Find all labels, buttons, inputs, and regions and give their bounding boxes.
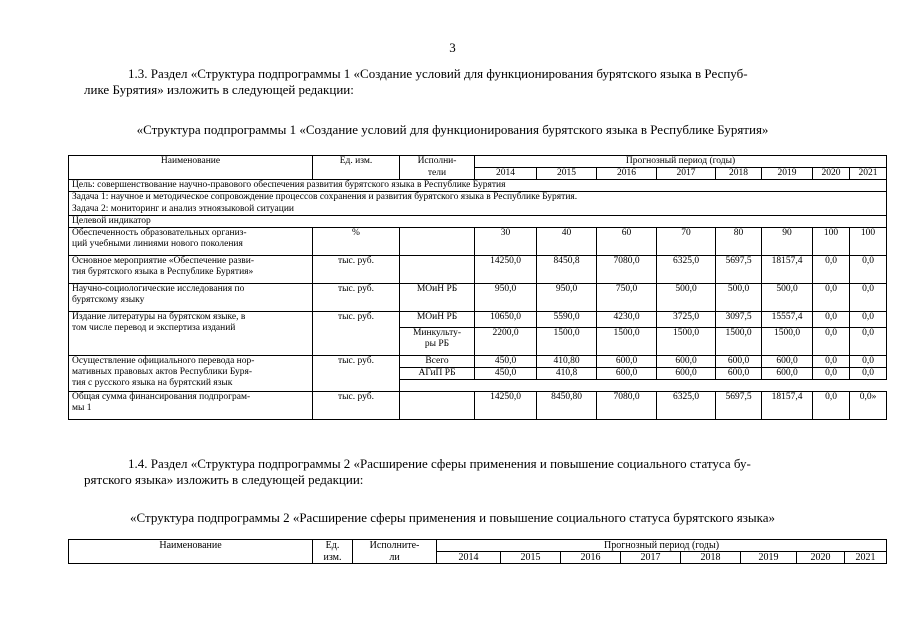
year-2015: 2015 [537,168,597,180]
year-2018: 2018 [716,168,762,180]
header-period: Прогнозный период (годы) [437,540,887,552]
value-2018: 80 [716,228,762,256]
year-2017: 2017 [621,552,681,564]
section-1-4-text [84,456,860,488]
value-2020: 0,0 [813,256,850,284]
header-exec-2: тели [400,168,475,180]
value-2014: 14250,0 [475,392,537,420]
value-2014: 30 [475,228,537,256]
section-1-3-line-2: лике Бурятия» изложить в следующей редакции: [84,82,354,97]
table-row [69,312,887,328]
table-row [69,256,887,284]
section-1-4-line-1: 1.4. Раздел «Структура подпрограммы 2 «Расширение сферы применения и повышение социального статуса бу- [128,456,751,471]
table-row [69,284,887,312]
indicator-label: Целевой индикатор [69,216,887,228]
value-2015: 8450,80 [537,392,597,420]
value-2016: 1500,0 [597,328,657,356]
value-2020: 0,0 [813,328,850,356]
value-2014: 10650,0 [475,312,537,328]
row-unit: тыс. руб. [313,256,400,284]
value-2017: 70 [657,228,716,256]
value-2021: 0,0 [850,328,887,356]
year-2020: 2020 [813,168,850,180]
header-unit-2: изм. [313,552,353,564]
header-exec-2: ли [353,552,437,564]
year-2016: 2016 [597,168,657,180]
task-1-row [69,192,887,204]
year-2021: 2021 [850,168,887,180]
subprogram-2-heading: «Структура подпрограммы 2 «Расширение сферы применения и повышение социального статуса бурятского языка» [130,510,775,525]
value-2016: 7080,0 [597,256,657,284]
value-2021: 100 [850,228,887,256]
value-2020: 0,0 [813,368,850,380]
row-unit: % [313,228,400,256]
row-exec: Всего [400,356,475,368]
page-number: 3 [449,40,456,55]
row-exec: МОиН РБ [400,312,475,328]
header-unit-1: Ед. [313,540,353,552]
header-exec-1: Исполни- [400,156,475,168]
value-2017: 6325,0 [657,256,716,284]
row-name-line-1: Общая сумма финансирования подпрограм- [72,392,251,402]
value-2021: 0,0» [850,392,887,420]
task-2-text: Задача 2: мониторинг и анализ этноязыковой ситуации [69,204,887,216]
value-2015: 5590,0 [537,312,597,328]
value-2014: 450,0 [475,356,537,368]
row-exec [400,228,475,256]
year-2018: 2018 [681,552,741,564]
year-2014: 2014 [437,552,501,564]
header-name: Наименование [69,156,313,180]
value-2016: 7080,0 [597,392,657,420]
value-2015: 8450,8 [537,256,597,284]
row-name-line-2: мативных правовых актов Республики Буря- [72,367,253,377]
goal-text: Цель: совершенствование научно-правового обеспечения развития бурятского языка в Республике Бурятия [69,180,887,192]
value-2019: 90 [762,228,813,256]
row-name [69,284,313,312]
value-2019: 18157,4 [762,392,813,420]
task-2-row [69,204,887,216]
row-name [69,228,313,256]
year-2019: 2019 [741,552,797,564]
value-2017: 1500,0 [657,328,716,356]
year-2016: 2016 [561,552,621,564]
value-2014: 950,0 [475,284,537,312]
row-name-line-2: мы 1 [72,403,92,413]
header-row-1 [69,540,887,552]
row-unit: тыс. руб. [313,284,400,312]
row-name-line-2: тия бурятского языка в Республике Бурятия» [72,267,254,277]
row-name-line-1: Основное мероприятие «Обеспечение разви- [72,256,255,266]
value-2019: 18157,4 [762,256,813,284]
value-2019: 600,0 [762,368,813,380]
value-2018: 5697,5 [716,256,762,284]
section-1-3-text [84,66,860,98]
value-2019: 500,0 [762,284,813,312]
row-name [69,356,313,392]
row-name-line-2: ций учебными линиями нового поколения [72,239,243,249]
value-2021: 0,0 [850,356,887,368]
year-2021: 2021 [845,552,887,564]
header-unit: Ед. изм. [313,156,400,180]
value-2015: 1500,0 [537,328,597,356]
subprogram-1-table [68,155,887,420]
value-2020: 0,0 [813,312,850,328]
row-exec [400,392,475,420]
value-2018: 1500,0 [716,328,762,356]
value-2018: 500,0 [716,284,762,312]
total-row [69,392,887,420]
row-name-line-1: Осуществление официального перевода нор- [72,356,255,366]
row-exec [400,328,475,356]
value-2017: 500,0 [657,284,716,312]
header-exec-1: Исполните- [353,540,437,552]
value-2018: 600,0 [716,368,762,380]
value-2021: 0,0 [850,284,887,312]
header-name: Наименование [69,540,313,564]
value-2020: 0,0 [813,392,850,420]
header-period: Прогнозный период (годы) [475,156,887,168]
year-2019: 2019 [762,168,813,180]
value-2016: 4230,0 [597,312,657,328]
section-1-4-line-2: рятского языка» изложить в следующей редакции: [84,472,364,487]
indicator-label-row [69,216,887,228]
subprogram-1-heading: «Структура подпрограммы 1 «Создание условий для функционирования бурятского языка в Республике Бурятия» [136,122,769,137]
value-2017: 600,0 [657,356,716,368]
value-2019: 1500,0 [762,328,813,356]
row-unit: тыс. руб. [313,356,400,392]
value-2016: 600,0 [597,356,657,368]
row-name-line-2: том числе перевод и экспертиза изданий [72,323,236,333]
table-row [69,228,887,256]
value-2014: 2200,0 [475,328,537,356]
row-name-line-1: Научно-социологические исследования по [72,284,245,294]
value-2015: 410,80 [537,356,597,368]
value-2021: 0,0 [850,312,887,328]
table-row [69,356,887,368]
year-2014: 2014 [475,168,537,180]
row-exec: АГиП РБ [400,368,475,380]
value-2017: 3725,0 [657,312,716,328]
value-2015: 950,0 [537,284,597,312]
row-exec: МОиН РБ [400,284,475,312]
value-2015: 40 [537,228,597,256]
value-2016: 60 [597,228,657,256]
row-unit: тыс. руб. [313,312,400,356]
value-2014: 450,0 [475,368,537,380]
row-name [69,256,313,284]
row-name-line-2: бурятскому языку [72,295,145,305]
row-name-line-1: Издание литературы на бурятском языке, в [72,312,246,322]
subprogram-2-table [68,539,887,564]
value-2017: 6325,0 [657,392,716,420]
value-2015: 410,8 [537,368,597,380]
year-2020: 2020 [797,552,845,564]
section-1-3-line-1: 1.3. Раздел «Структура подпрограммы 1 «Создание условий для функционирования бурятского языка в Респуб- [128,66,748,81]
row-exec-line-2: ры РБ [424,339,450,349]
year-2015: 2015 [501,552,561,564]
row-exec-line-1: Минкульту- [412,328,462,338]
value-2017: 600,0 [657,368,716,380]
row-unit: тыс. руб. [313,392,400,420]
value-2020: 0,0 [813,284,850,312]
row-name-line-1: Обеспеченность образовательных организ- [72,228,247,238]
value-2019: 600,0 [762,356,813,368]
value-2018: 600,0 [716,356,762,368]
value-2014: 14250,0 [475,256,537,284]
row-name [69,392,313,420]
header-row-1 [69,156,887,168]
row-name-line-3: тия с русского языка на бурятский язык [72,378,233,388]
row-name [69,312,313,356]
year-2017: 2017 [657,168,716,180]
value-2016: 750,0 [597,284,657,312]
goal-row [69,180,887,192]
value-2021: 0,0 [850,368,887,380]
value-2020: 0,0 [813,356,850,368]
value-2018: 5697,5 [716,392,762,420]
value-2021: 0,0 [850,256,887,284]
task-1-text: Задача 1: научное и методическое сопровождение процессов сохранения и развития бурятского языка в Республике Бурятия. [69,192,887,204]
value-2020: 100 [813,228,850,256]
value-2016: 600,0 [597,368,657,380]
value-2018: 3097,5 [716,312,762,328]
value-2019: 15557,4 [762,312,813,328]
row-exec [400,256,475,284]
